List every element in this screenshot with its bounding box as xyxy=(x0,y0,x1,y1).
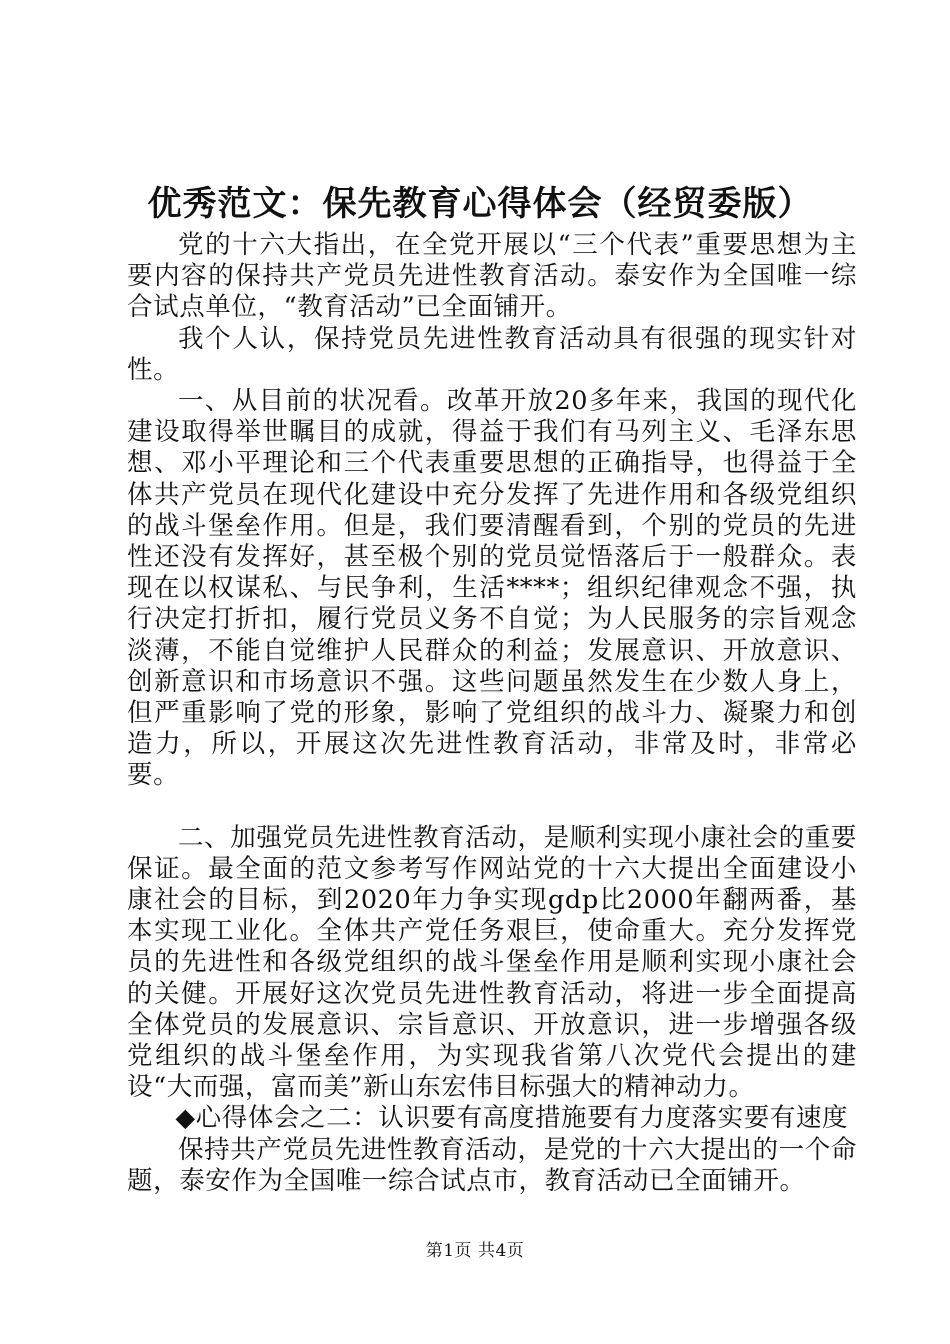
paragraph-intro: 党的十六大指出，在全党开展以“三个代表”重要思想为主要内容的保持共产党员先进性教育活动。泰安作为全国唯一综合试点单位，“教育活动”已全面铺开。 xyxy=(127,230,857,323)
document-title: 优秀范文：保先教育心得体会（经贸委版） xyxy=(147,184,813,224)
document-body xyxy=(127,230,857,1197)
page-footer: 第1页 共4页 xyxy=(425,1241,525,1261)
section-heading-experience-two: ◆心得体会之二：认识要有高度措施要有力度落实要有速度 xyxy=(175,1103,849,1134)
paragraph-point-two: 二、加强党员先进性教育活动，是顺利实现小康社会的重要保证。最全面的范文参考写作网站党的十六大提出全面建设小康社会的目标，到2020年力争实现gdp比2000年翻两番，基本实现工业化。全体共产党任务艰巨，使命重大。充分发挥党员的先进性和各级党组织的战斗堡垒作用是顺利实现小康社会的关健。开展好这次党员先进性教育活动，将进一步全面提高全体党员的发展意识、宗旨意识、开放意识，进一步增强各级党组织的战斗堡垒作用，为实现我省第八次党代会提出的建设“大而强，富而美”新山东宏伟目标强大的精神动力。 xyxy=(127,822,857,1103)
paragraph-point-one: 一、从目前的状况看。改革开放20多年来，我国的现代化建设取得举世瞩目的成就，得益于我们有马列主义、毛泽东思想、邓小平理论和三个代表重要思想的正确指导，也得益于全体共产党员在现代化建设中充分发挥了先进作用和各级党组织的战斗堡垒作用。但是，我们要清醒看到，个别的党员的先进性还没有发挥好，甚至极个别的党员觉悟落后于一般群众。表现在以权谋私、与民争利，生活****；组织纪律观念不强，执行决定打折扣，履行党员义务不自觉；为人民服务的宗旨观念淡薄，不能自觉维护人民群众的利益；发展意识、开放意识、创新意识和市场意识不强。这些问题虽然发生在少数人身上，但严重影响了党的形象，影响了党组织的战斗力、凝聚力和创造力，所以，开展这次先进性教育活动，非常及时，非常必要。 xyxy=(127,386,857,791)
paragraph-opinion: 我个人认，保持党员先进性教育活动具有很强的现实针对性。 xyxy=(127,323,857,385)
paragraph-experience-two-intro: 保持共产党员先进性教育活动，是党的十六大提出的一个命题，泰安作为全国唯一综合试点市，教育活动已全面铺开。 xyxy=(127,1134,857,1196)
